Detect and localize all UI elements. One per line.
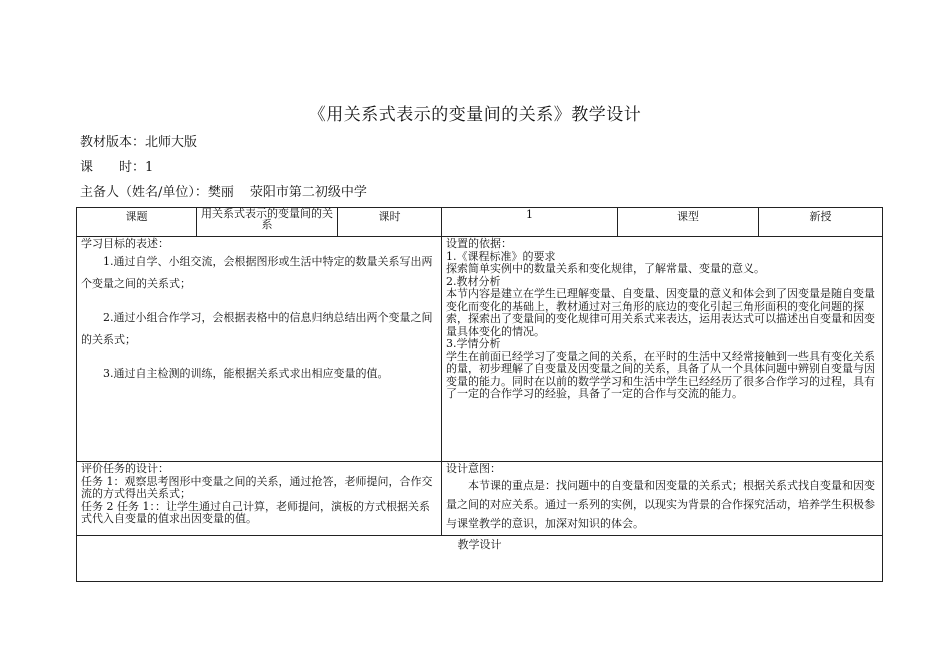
hours-header-label: 课时: [338, 208, 442, 237]
hours-header-value: 1: [442, 208, 618, 237]
evaluation-tasks-cell: [77, 462, 442, 536]
goal-item-1: 1.通过自学、小组交流，会根据图形或生活中特定的数量关系写出两个变量之间的关系式；: [81, 254, 433, 290]
topic-value: 用关系式表示的变量间的关系: [197, 208, 338, 237]
tasks-heading: 评价任务的设计：: [81, 462, 169, 475]
preparer-name: 樊丽: [207, 185, 234, 200]
preparer-label: 主备人（姓名/单位）：: [80, 185, 208, 200]
basis-s3-text: 学生在前面已经学习了变量之间的关系，在平时的生活中又经常接触到一些具有变化关系的量，初步理解了自变量及因变量之间的关系，具备了从一个具体问题中辨别自变量与因变量的能力。同时在以前的数学学习和生活中学生已经经历了很多合作学习的过程，具有了一定的合作学习的经验，具备了一定的合作与交流的能力。: [446, 349, 875, 400]
hours-value: 1: [145, 160, 154, 175]
lesson-plan-table: [76, 207, 883, 582]
basis-heading: 设置的依据：: [446, 237, 512, 250]
teaching-design-label: 教学设计: [77, 535, 883, 581]
design-intent-cell: [442, 462, 883, 536]
basis-cell: [442, 237, 883, 462]
type-label: 课型: [618, 208, 759, 237]
intent-text: 本节课的重点是：找问题中的自变量和因变量的关系式；根据关系式找自变量和因变量之间的对应关系。通过一系列的实例，以现实为背景的合作探究活动，培养学生积极参与课堂教学的意识，加深对知识的体会。: [446, 478, 875, 530]
teaching-design-row: [77, 535, 883, 581]
task-2: 任务 2 任务 1：：让学生通过自己计算，老师提问，演板的方式根据关系式代入自变量的值求出因变量的值。: [81, 499, 430, 525]
basis-s1-title: 1.《课程标准》的要求: [446, 249, 556, 263]
edition-value: 北师大版: [145, 135, 198, 150]
document-title: 《用关系式表示的变量间的关系》教学设计: [308, 105, 642, 125]
textbook-edition-line: [80, 131, 197, 150]
hours-label-2: 时：: [119, 160, 146, 175]
preparer-school: 荥阳市第二初级中学: [249, 185, 367, 200]
header-row: [77, 208, 883, 237]
topic-label: 课题: [77, 208, 197, 237]
task-1: 任务 1：观察思考图形中变量之间的关系，通过抢答，老师提问，合作交流的方式得出关系式；: [81, 474, 433, 500]
basis-s3-title: 3.学情分析: [446, 337, 501, 350]
goals-heading: 学习目标的表述：: [81, 237, 169, 250]
type-value: 新授: [759, 208, 883, 237]
basis-s2-title: 2.教材分析: [446, 274, 501, 288]
edition-label: 教材版本：: [80, 135, 146, 150]
goals-basis-row: [77, 237, 883, 462]
basis-s1-text: 探索简单实例中的数量关系和变化规律，了解常量、变量的意义。: [446, 262, 765, 275]
goal-item-3: 3.通过自主检测的训练，能根据关系式求出相应变量的值。: [103, 366, 389, 380]
basis-s2-text: 本节内容是建立在学生已理解变量、自变量、因变量的意义和体会到了因变量是随自变量变化而变化的基础上，教材通过对三角形的底边的变化引起三角形面积的变化问题的探索，探索出了变量间的变化规律可用关系式来表达，运用表达式可以描述出自变量和因变量具体变化的情况。: [446, 287, 875, 338]
tasks-intent-row: [77, 462, 883, 536]
learning-goals-cell: [77, 237, 442, 462]
hours-label-1: 课: [80, 160, 94, 175]
class-hours-line: [80, 156, 153, 175]
goal-item-2: 2.通过小组合作学习，会根据表格中的信息归纳总结出两个变量之间的关系式；: [81, 310, 433, 346]
intent-heading: 设计意图：: [446, 462, 501, 475]
preparer-line: [80, 181, 367, 200]
